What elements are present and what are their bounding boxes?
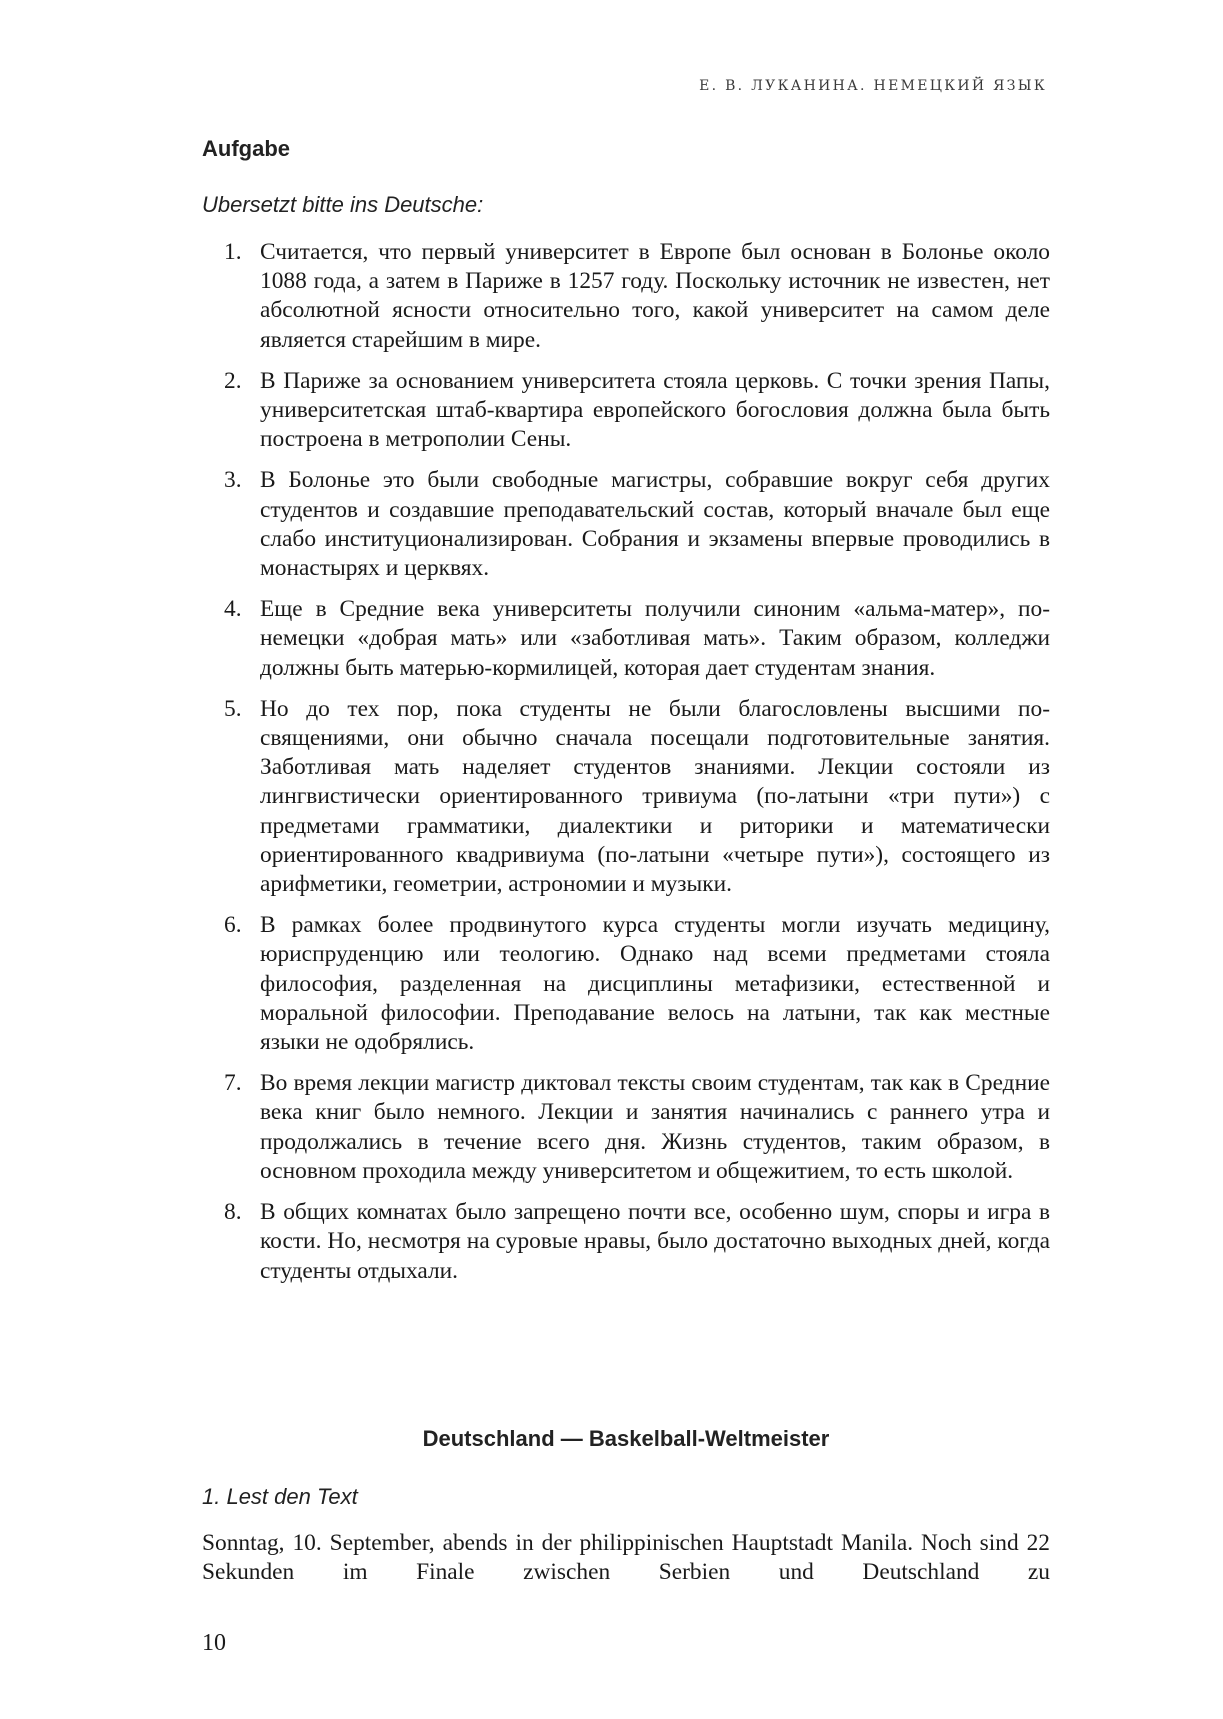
exercise-item [202, 238, 1050, 355]
item-text: В Париже за основанием университета стояла церковь. С точки зрения Папы, университетская штаб-квартира европейского богословия должна была быть построена в метрополии Сены. [260, 367, 1050, 453]
exercise-item [202, 595, 1050, 683]
item-text: Еще в Средние века университеты получили синоним «альма-матер», по-немецки «добрая мать» или «заботливая мать». Таким образом, колледжи должны быть матерью-кормилицей, которая дает студентам знания. [260, 596, 1050, 681]
item-text: Но до тех пор, пока студенты не были благословлены высшими посвящениями, они обычно сначала посещали подготовительные занятия. Заботливая мать наделяет студентов знаниями. Лекции состояли из лингвистически ориентированного тривиума (по-латыни «три пути») с предметами грамматики, диалектики и риторики и математически ориентированного квадривиума (по-латыни «четыре пути»), состоящего из арифметики, геометрии, астрономии и музыки. [260, 695, 1050, 898]
task-title: Aufgabe [202, 136, 290, 161]
section-title: Deutschland — Baskelball-Weltmeister [422, 1426, 830, 1451]
running-head: Е. В. ЛУКАНИНА. НЕМЕЦКИЙ ЯЗЫК [699, 78, 1047, 94]
exercise-item [202, 1069, 1050, 1186]
page-number: 10 [202, 1630, 226, 1656]
item-number: 1. [224, 239, 242, 265]
item-number: 5. [224, 695, 242, 722]
exercise-item [202, 911, 1050, 1057]
body-paragraph: Sonntag, 10. September, abends in der philippinischen Hauptstadt Manila. Noch sind 22 Sekunden im Finale zwischen Serbien und Deutschland zu [202, 1530, 1050, 1586]
item-text: В рамках более продвинутого курса студенты могли изучать медицину, юриспруденцию или теологию. Однако над всеми предметами стояла философия, разделенная на дисциплины метафизики, естественной и моральной философии. Преподавание велось на латыни, так как местные языки не одобрялись. [260, 912, 1050, 1056]
item-text: В Болонье это были свободные магистры, собравшие вокруг себя других студентов и создавшие преподавательский состав, который вначале был еще слабо институционализирован. Собрания и экзамены впервые проводились в монастырях и церквях. [260, 467, 1050, 582]
exercise-item [202, 466, 1050, 583]
item-number: 8. [224, 1199, 242, 1226]
exercise-item [202, 695, 1050, 899]
item-number: 3. [224, 467, 242, 494]
exercise-item [202, 367, 1050, 455]
task-instruction: Ubersetzt bitte ins Deutsche: [202, 192, 484, 217]
lesson-heading: 1. Lest den Text [202, 1484, 358, 1509]
item-text: Считается, что первый университет в Европе был основан в Болонье около 1088 года, а затем в Париже в 1257 году. Поскольку источник не известен, нет абсолютной ясности относительно того, какой университет на самом деле является старейшим в мире. [260, 239, 1050, 353]
item-text: Во время лекции магистр диктовал тексты своим студентам, так как в Средние века книг было немного. Лекции и занятия начинались с раннего утра и продолжались в течение всего дня. Жизнь студентов, таким образом, в основном проходила между университетом и общежитием, то есть школой. [260, 1070, 1050, 1184]
item-text: В общих комнатах было запрещено почти все, особенно шум, споры и игра в кости. Но, несмотря на суровые нравы, было достаточно выходных дней, когда студенты отдыхали. [260, 1199, 1050, 1284]
item-number: 4. [224, 596, 242, 623]
item-number: 7. [224, 1070, 242, 1097]
exercise-list [202, 238, 1050, 1298]
item-number: 2. [224, 367, 242, 394]
item-number: 6. [224, 912, 242, 939]
exercise-item [202, 1198, 1050, 1286]
